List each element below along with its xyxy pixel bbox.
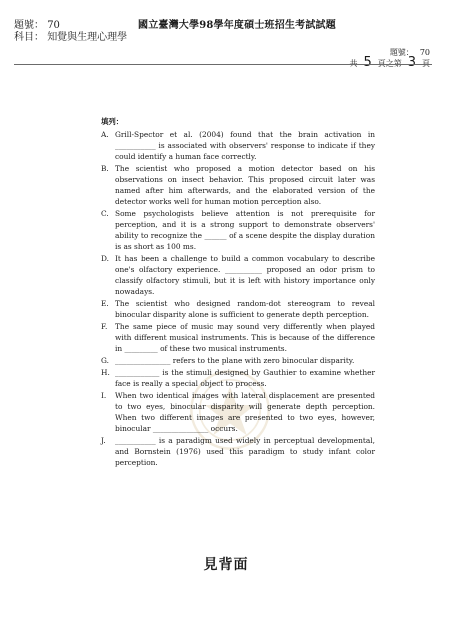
item-text: The scientist who designed random-dot stereogram to reveal binocular disparity alone is sufficient to generate depth perception. xyxy=(115,299,375,319)
page-mid-label: 頁之第 xyxy=(377,59,402,68)
question-item xyxy=(101,355,375,366)
exam-title: 國立臺灣大學98學年度碩士班招生考試試題 xyxy=(138,20,336,31)
subject-line xyxy=(14,32,127,44)
item-text: ___________ is a paradigm used widely in perceptual developmental, and Bornstein (1976) used this paradigm to study infant color perception. xyxy=(115,436,375,467)
total-prefix: 共 xyxy=(349,59,358,68)
item-text: Some psychologists believe attention is not prerequisite for perception, and it is a strong support to demonstrate observers' ability to recognize the ______ of a scene despite the display duration is as short as 100 ms. xyxy=(115,209,375,251)
item-text: The same piece of music may sound very differently when played with different musical instruments. This is because of the difference in _________ of these two musical instruments. xyxy=(115,322,375,353)
question-item xyxy=(101,321,375,354)
current-page: 3 xyxy=(407,55,416,70)
item-letter: H. xyxy=(101,368,110,377)
question-item xyxy=(101,435,375,468)
item-letter: E. xyxy=(101,299,109,308)
item-letter: A. xyxy=(101,130,109,139)
see-reverse-note: 見背面 xyxy=(203,557,249,573)
exam-number: 70 xyxy=(47,20,60,31)
question-item xyxy=(101,367,375,389)
header-divider xyxy=(14,64,432,65)
item-letter: C. xyxy=(101,209,109,218)
item-letter: F. xyxy=(101,322,108,331)
item-letter: B. xyxy=(101,164,109,173)
question-item xyxy=(101,390,375,434)
question-item xyxy=(101,208,375,252)
section-title: 填列： xyxy=(101,117,124,126)
item-text: It has been a challenge to build a common vocabulary to describe one's olfactory experience. __________ proposed an odor prism to classify olfactory stimuli, but it is left with history importance only nowadays. xyxy=(115,254,375,296)
header-left xyxy=(14,20,127,44)
item-letter: J. xyxy=(101,436,106,445)
item-letter: I. xyxy=(101,391,107,400)
item-letter: D. xyxy=(101,254,110,263)
question-item xyxy=(101,129,375,162)
right-number-line xyxy=(349,48,430,58)
exam-number-line xyxy=(14,20,127,32)
page-suffix: 頁 xyxy=(422,59,430,68)
header-right xyxy=(349,48,430,69)
item-text: ____________ is the stimuli designed by Gauthier to examine whether face is really a special object to process. xyxy=(115,368,375,388)
question-item xyxy=(101,163,375,207)
item-text: _______________ refers to the plane with zero binocular disparity. xyxy=(115,356,355,365)
question-item xyxy=(101,298,375,320)
subject-label: 科目： xyxy=(14,32,44,43)
right-number: 70 xyxy=(419,48,430,57)
total-pages: 5 xyxy=(363,55,372,70)
item-text: When two identical images with lateral displacement are presented to two eyes, binocular disparity will generate depth perception. When two different images are presented to two eyes, however, binocular _______________ occurs. xyxy=(115,391,375,433)
question-item xyxy=(101,253,375,297)
subject-name: 知覺與生理心理學 xyxy=(47,32,128,43)
question-section xyxy=(101,116,375,469)
item-text: Grill-Spector et al. (2004) found that the brain activation in ___________ is associated with observers' response to indicate if they could identify a human face correctly. xyxy=(115,130,375,161)
item-text: The scientist who proposed a motion detector based on his observations on insect behavior. This proposed circuit later was named after him afterwards, and the elaborated version of the detector works well for human motion perception also. xyxy=(115,164,375,206)
exam-number-label: 題號： xyxy=(14,20,44,31)
right-number-label: 題號： xyxy=(389,48,414,57)
item-letter: G. xyxy=(101,356,109,365)
